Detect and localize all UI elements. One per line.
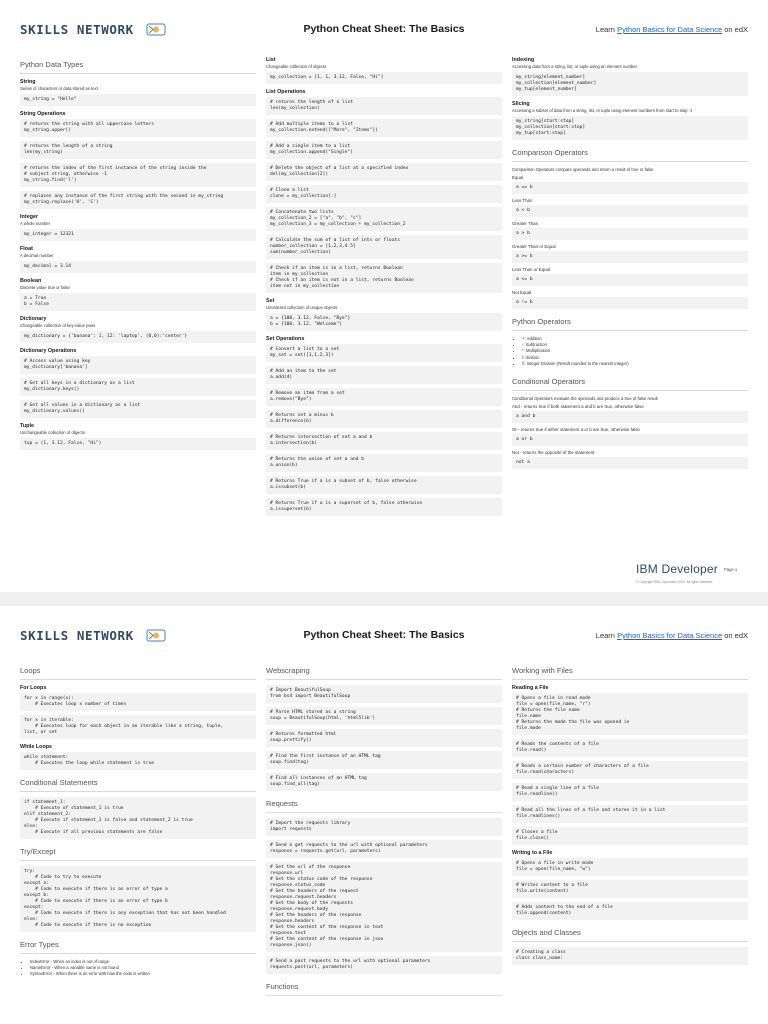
column-files — [512, 658, 748, 969]
description: Conditional Operators evaluate the operands and produce a true of false result — [512, 396, 658, 402]
section-title: Comparison Operators — [512, 144, 748, 162]
heading: Set — [266, 298, 275, 304]
page-title: Python Cheat Sheet: The Basics — [303, 629, 465, 641]
code-block: my_integer = 12321 — [20, 229, 256, 241]
code-block: tup = (1, 3.12, False, "Hi") — [20, 438, 256, 450]
column-lists-sets — [266, 52, 502, 520]
heading: For Loops — [20, 685, 47, 691]
code-block: # Find the first instance of an HTML tag soup.find(tag) — [266, 751, 502, 769]
section-title: Try/Except — [20, 843, 256, 861]
code-block: # Add an item to the set a.add(4) — [266, 366, 502, 384]
code-block: # Convert a list to a set my_set = set([1,1,2,3]) — [266, 344, 502, 362]
code-block: a > b — [512, 228, 748, 240]
code-block: # returns the length of a list len(my_collection) — [266, 97, 502, 115]
operator-label: Less Than — [512, 198, 533, 203]
description: Comparison Operators compare operands and return a result of true or false — [512, 167, 654, 172]
code-block: # Parse HTML stored as a string soup = BeautifulSoup(html, 'html5lib') — [266, 707, 502, 725]
code-block: my_collection = [1, 1, 3.12, False, "Hi"] — [266, 72, 502, 84]
code-block: a = True b = False — [20, 293, 256, 311]
code-block: # Read all the lines of a file and stores it in a list file.readlines() — [512, 805, 748, 823]
code-block: # Read a single line of a file file.readline() — [512, 783, 748, 801]
learn-link-text: Learn Python Basics for Data Science on edX — [595, 631, 748, 640]
heading: While Loops — [20, 744, 53, 750]
python-basics-link[interactable]: Python Basics for Data Science — [617, 25, 723, 34]
description: Accessing data from a string, list, or tuple using an element number — [512, 64, 637, 69]
heading: Integer — [20, 214, 38, 220]
code-block: # Import the requests library import requests — [266, 818, 502, 836]
page-number: Page 1 — [723, 567, 738, 572]
page-header — [0, 0, 768, 52]
heading: String — [20, 79, 36, 85]
skills-network-logo: SKILLS NETWORK — [20, 22, 166, 37]
code-block: # Returns True if a is a superset of b, false otherwise a.issuperset(b) — [266, 498, 502, 516]
code-block: # replaces any instance of the first string with the second in my_string my_string.replace('H', 'C') — [20, 191, 256, 209]
code-block: not a — [512, 457, 748, 469]
code-block: # Import BeautifulSoup from bs4 import BeautifulSoup — [266, 685, 502, 703]
operator-label: Greater Than or Equal — [512, 244, 556, 249]
code-block: # Clone a list clone = my_collection[:] — [266, 185, 502, 203]
column-loops — [20, 658, 256, 984]
code-block: # Creating a class class class_name: — [512, 947, 748, 965]
code-block: # Reads the contents of a file file.read() — [512, 739, 748, 757]
description: Discrete value true or false — [20, 285, 70, 290]
ibm-developer-logo: IBM Developer — [636, 562, 718, 576]
operator-label: Or - returns true if either statement a or b are true, otherwise false — [512, 427, 640, 433]
code-block: a < b — [512, 205, 748, 217]
list-item: • SyntaxError - When there is an error with how the code is written — [30, 971, 256, 977]
code-block: # Writes content to a file file.write(content) — [512, 880, 748, 898]
column-data-types — [20, 52, 256, 454]
heading: String Operations — [20, 111, 66, 117]
operator-label: And - returns true if both statement a and b are true, otherwise false — [512, 404, 644, 410]
heading: Dictionary Operations — [20, 348, 77, 354]
page-title: Python Cheat Sheet: The Basics — [303, 23, 465, 35]
code-block: # Add a single item to a list my_collection.append("Single") — [266, 141, 502, 159]
code-block: # Get all values in a dictionary as a list my_dictionary.values() — [20, 400, 256, 418]
operator-label: Equal — [512, 175, 524, 180]
code-block: a <= b — [512, 274, 748, 286]
code-block: while statement: # Executes the loop while statement is true — [20, 752, 256, 770]
code-block: # Closes a file file.close() — [512, 827, 748, 845]
page-header — [0, 606, 768, 658]
description: Series of characters or data stored as text — [20, 86, 98, 91]
column-webscraping — [266, 658, 502, 1001]
heading: Reading a File — [512, 685, 549, 691]
section-title: Loops — [20, 662, 256, 680]
heading: Slicing — [512, 101, 530, 107]
code-block: # Returns set a minus b a.difference(b) — [266, 410, 502, 428]
code-block: a == b — [512, 182, 748, 194]
section-title: Webscraping — [266, 662, 502, 680]
heading: Float — [20, 246, 33, 252]
code-block: # Access value using key my_dictionary['banana'] — [20, 356, 256, 374]
code-block: a = {100, 3.12, False, "Bye"} b = {100, 3.12, "Welcome"} — [266, 313, 502, 331]
list-item: • /: division — [522, 355, 748, 361]
section-title: Python Data Types — [20, 56, 256, 74]
section-title: Objects and Classes — [512, 924, 748, 942]
description: Unordered collection of unique objects — [266, 305, 338, 310]
code-block: my_string = "Hello" — [20, 94, 256, 106]
list-item: • IndexError - When an index is out of range — [30, 959, 256, 965]
code-block: # returns the length of a string len(my_string) — [20, 141, 256, 159]
learn-link-text: Learn Python Basics for Data Science on edX — [595, 25, 748, 34]
code-block: try: # Code to try to execute except a: # Code to execute if there is an error of type a except b: # Code to execute if there is an error of type b except: # Code to execute if there is any exception that has not been handled else: # Code to execute if there is no exception — [20, 866, 256, 932]
copyright: © Copyright IBM Corporation 2021. All rights reserved. — [636, 580, 713, 584]
section-title: Functions — [266, 978, 502, 996]
heading: Tuple — [20, 423, 34, 429]
heading: Dictionary — [20, 316, 47, 322]
page-separator — [0, 592, 768, 606]
code-block: # returns the string with all uppercase letters my_string.upper() — [20, 119, 256, 137]
section-title: Requests — [266, 795, 502, 813]
skills-network-logo: SKILLS NETWORK — [20, 628, 166, 643]
code-block: my_string[start:stop] my_collection[start:stop] my_tup[start:stop] — [512, 116, 748, 140]
code-block: # Opens a file in read mode file = open(file_name, "r") # Returns the file name file.name # Returns the mode the file was opened in file.mode — [512, 693, 748, 735]
code-block: # Get all keys in a dictionary as a list my_dictionary.keys() — [20, 378, 256, 396]
section-title: Working with Files — [512, 662, 748, 680]
code-block: a >= b — [512, 251, 748, 263]
code-block: # Returns intersection of set a and b a.intersection(b) — [266, 432, 502, 450]
code-block: # Calculate the sum of a list of ints or floats number_collection = [1,2,3,4.5] sum(number_collection) — [266, 235, 502, 259]
description: Accessing a subset of data from a string, list, or tuple using element numbers from start to stop -1 — [512, 108, 693, 113]
section-title: Conditional Statements — [20, 774, 256, 792]
code-block: # Returns the union of set a and b a.union(b) — [266, 454, 502, 472]
code-block: # Delete the object of a list at a specified index del(my_collection[2]) — [266, 163, 502, 181]
code-block: my_string[element_number] my_collection[element_number] my_tup[element_number] — [512, 72, 748, 96]
section-title: Conditional Operators — [512, 373, 748, 391]
code-block: # Adds content to the end of a file file.append(content) — [512, 902, 748, 920]
python-basics-link[interactable]: Python Basics for Data Science — [617, 631, 723, 640]
section-title: Python Operators — [512, 313, 748, 331]
code-block: # Check if an item is in a list, returns Boolean item in my_collection # Check if an item is not in a list, returns Boolean item not in my_collection — [266, 263, 502, 293]
code-block: a != b — [512, 297, 748, 309]
code-block: # Remove an item from a set a.remove("Bye") — [266, 388, 502, 406]
description: Changeable collection of objects — [266, 64, 327, 69]
code-block: for x in iterable: # Executes loop for each object in an iterable like a string, tuple, list, or set — [20, 715, 256, 739]
code-block: # Send a get requests to the url with optional parameters response = requests.get(url, parameters) — [266, 840, 502, 858]
code-block: # Get the url of the response response.url # Get the status code of the response response.status_code # Get the headers of the request response.request.headers # Get the body of the requests response.request.body # Get the headers of the response response.headers # Get the content of the response in text response.text # Get the content of the response in json response.json() — [266, 862, 502, 952]
code-block: a and b — [512, 411, 748, 423]
list-item: • NameError - When a variable name is not found — [30, 965, 256, 971]
code-block: my_dictionary = {'banana': 1, 12: 'laptop', (0,0):'center'} — [20, 331, 256, 343]
code-block: my_decimal = 3.14 — [20, 261, 256, 273]
list-item: • //: Integer Division (Result rounded to the nearest integer) — [522, 361, 748, 367]
code-block: # returns the index of the first instance of the string inside the # subject string, otherwise -1 my_string.find('l') — [20, 163, 256, 187]
description: A whole number — [20, 221, 51, 226]
operator-label: Not Equal — [512, 290, 532, 295]
code-block: for x in range(x): # Executes loop x number of times — [20, 693, 256, 711]
list-item: • -: Subtraction — [522, 342, 748, 348]
heading: List Operations — [266, 89, 306, 95]
code-block: # Send a post requests to the url with optional parameters requests.post(url, parameters) — [266, 956, 502, 974]
description: A decimal number — [20, 253, 54, 258]
code-block: # Concatenate two lists my_collection_2 = ["a", "b", "c"] my_collection_3 = my_collection + my_collection_2 — [266, 207, 502, 231]
code-block: # Reads a certain number of characters of a file file.read(characters) — [512, 761, 748, 779]
code-block: # Returns formatted html soup.prettify() — [266, 729, 502, 747]
heading: List — [266, 57, 276, 63]
code-block: # Find all instances of an HTML tag soup.find_all(tag) — [266, 773, 502, 791]
section-title: Error Types — [20, 936, 256, 954]
python-operators-list — [518, 336, 748, 367]
list-item: • +: Addition — [522, 336, 748, 342]
cheat-sheet-page-2 — [0, 606, 768, 1024]
operator-label: Not - returns the opposite of the statement — [512, 450, 595, 456]
heading: Writing to a File — [512, 850, 553, 856]
code-block: # Opens a file in write mode file = open(file_name, "w") — [512, 858, 748, 876]
code-block: # Returns True if a is a subset of b, false otherwise a.issubset(b) — [266, 476, 502, 494]
heading: Boolean — [20, 278, 42, 284]
description: Unchangeable collection of objects — [20, 430, 85, 435]
column-indexing-operators — [512, 52, 748, 473]
heading: Indexing — [512, 57, 535, 63]
operator-label: Greater Than — [512, 221, 539, 226]
code-block: if statement_1: # Execute of statement_1 is true elif statement_2: # Execute if statement_1 is false and statement_2 is true else: # Execute if all previous statements are false — [20, 797, 256, 839]
list-item: • *: Multiplication — [522, 348, 748, 354]
operator-label: Less Than or Equal — [512, 267, 550, 272]
code-block: # Add multiple items to a list my_collection.extend(["More", "Items"]) — [266, 119, 502, 137]
error-types-list — [26, 959, 256, 978]
code-block: a or b — [512, 434, 748, 446]
description: Changeable collection of key-value pairs — [20, 323, 96, 328]
ibm-developer-footer — [636, 560, 756, 584]
heading: Set Operations — [266, 336, 305, 342]
